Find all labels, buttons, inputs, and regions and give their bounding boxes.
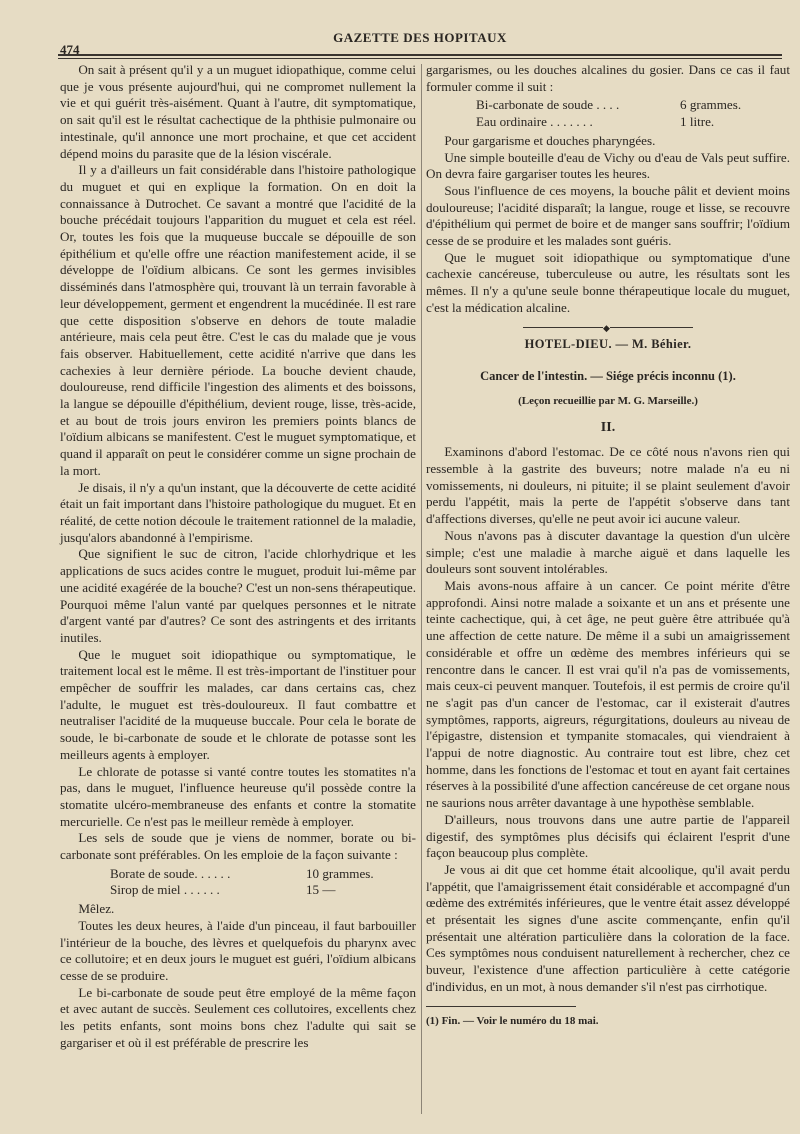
section-heading: HOTEL-DIEU. — M. Béhier.: [524, 336, 692, 351]
page-number: 474: [60, 42, 80, 57]
recipe-quantity: 6 grammes.: [680, 97, 742, 113]
recipe-line: [60, 882, 416, 899]
paragraph: Toutes les deux heures, à l'aide d'un pinceau, il faut barbouiller l'intérieur de la bouche, des lèvres et quelquefois du pharynx avec ce collutoire; et en deux jours le muguet est guéri, l'oïdium albicans cesse de se produire.: [60, 917, 416, 983]
paragraph: Le bi-carbonate de soude peut être employé de la même façon et avec autant de succès. Seulement ces collutoires, excellents chez les petits enfants, sont moins bons chez l'adulte qui sait se gargariser et où il est préférable de prescrire les: [60, 984, 416, 1050]
recipe-line: [426, 97, 790, 114]
part-number: II.: [600, 419, 616, 435]
recipe: [426, 97, 790, 130]
paragraph: Que le muguet soit idiopathique ou symptomatique, le traitement local est le même. Il est très-important de l'instituer pour empêcher de souffrir les malades, car dans certains cas, chez l'adulte, le muguet est très-douloureux. Il faut combattre et neutraliser l'acidité de la muqueuse buccale. Pour cela le borate de soude, le bi-carbonate de soude et le chlorate de potasse sont les meilleurs agents à employer.: [60, 646, 416, 762]
recipe-ingredient: Eau ordinaire . . . . . . .: [476, 114, 593, 130]
paragraph: Les sels de soude que je viens de nommer, borate ou bi-carbonate sont préférables. On les emploie de la façon suivante :: [60, 830, 416, 863]
left-column: [60, 62, 416, 1051]
recipe-ingredient: Sirop de miel . . . . . .: [110, 882, 220, 898]
footnote-rule: [426, 1006, 576, 1007]
recipe: [60, 866, 416, 899]
paragraph: Le chlorate de potasse si vanté contre toutes les stomatites n'a pas, dans le muguet, l'influence heureuse qu'il possède contre la stomatite ulcéro-membraneuse des enfants et contre la stomatite mercurielle. Ce n'est pas le meilleur remède à employer.: [60, 763, 416, 829]
section-separator: [523, 327, 693, 328]
paragraph: Une simple bouteille d'eau de Vichy ou d'eau de Vals peut suffire. On devra faire gargariser toutes les heures.: [426, 149, 790, 182]
footnote: (1) Fin. — Voir le numéro du 18 mai.: [426, 1014, 599, 1027]
paragraph: gargarismes, ou les douches alcalines du gosier. Dans ce cas il faut formuler comme il suit :: [426, 62, 790, 94]
paragraph: On sait à présent qu'il y a un muguet idiopathique, comme celui que je vous présente aujourd'hui, qui ne compromet nullement la vie et qui guérit très-aisément. Quant à l'autre, dit symptomatique, on sait qu'il est le résultat cachectique de la phthisie pulmonaire ou intestinale, qu'il annonce une mort prochaine, et que cet accident dépend moins du parasite que de la lésion viscérale.: [60, 62, 416, 161]
paragraph: Nous n'avons pas à discuter davantage la question d'un ulcère simple; c'est une maladie à marche aiguë et dans laquelle les douleurs sont souvent intolérables.: [426, 527, 790, 577]
journal-title: GAZETTE DES HOPITAUX: [333, 30, 507, 45]
recipe-quantity: 1 litre.: [680, 114, 715, 130]
paragraph: Que signifient le suc de citron, l'acide chlorhydrique et les applications de sucs acides contre le muguet, produit lui-même par une acidité exagérée de la bouche? C'est un non-sens thérapeutique. Pourquoi même l'alun vanté par quelques personnes et le nitrate d'argent vanté par d'autres? Ce sont des astringents et des irritants inutiles.: [60, 546, 416, 645]
recipe-quantity: 15 —: [306, 882, 336, 898]
paragraph: Il y a d'ailleurs un fait considérable dans l'histoire pathologique du muguet et qui en explique la formation. On en doit la connaissance à Dutrochet. Ce savant a montré que l'acidité de la bouche précédait toujours l'apparition du muguet et cela est réel. Or, toutes les fois que la muqueuse buccale se dépouille de son épithélium et qu'elle offre une réaction manifestement acide, il se développe de l'oïdium albicans. Ce sont les germes invisibles disséminés dans l'atmosphère qui, trouvant là un terrain favorable à leur développement, germent et engendrent la mucédinée. Il est rare que cette disposition s'observe en dehors de toute maladie antérieure, mais cela peut être. C'est le cas du malade que je vous fais observer. Habituellement, cette acidité n'arrive que dans les cachexies à leur dernière période. La bouche devient chaude, douloureuse, rend difficile l'ingestion des aliments et des boissons, la langue se dépouille d'épithélium, devient rouge, lisse, très-acide, et au bout de trois jours environ les premiers points blancs de l'oïdium albicans se manifestent. C'est le muguet symptomatique, et quand il apparaît on peut le considérer comme un signe prochain de la mort.: [60, 162, 416, 478]
recipe-quantity: 10 grammes.: [306, 865, 374, 881]
recipe-ingredient: Bi-carbonate de soude . . . .: [476, 97, 620, 113]
recipe-ingredient: Borate de soude. . . . . .: [110, 865, 231, 881]
page-header: [58, 26, 782, 57]
article-subtitle: (Leçon recueillie par M. G. Marseille.): [518, 394, 698, 407]
article-title: Cancer de l'intestin. — Siége précis inconnu (1).: [480, 369, 736, 384]
paragraph: D'ailleurs, nous trouvons dans une autre partie de l'appareil digestif, des symptômes plus décisifs qui éclairent l'esprit d'une façon beaucoup plus complète.: [426, 811, 790, 861]
paragraph: Que le muguet soit idiopathique ou symptomatique d'une cachexie cancéreuse, tuberculeuse ou autre, les résultats sont les mêmes. Il n'y a qu'une seule bonne thérapeutique locale du muguet, c'est la médication alcaline.: [426, 249, 790, 315]
column-divider: [421, 64, 422, 1114]
right-column: [426, 62, 790, 1029]
header-rule-thin: [58, 58, 782, 59]
paragraph: Je vous ai dit que cet homme était alcoolique, qu'il avait perdu l'appétit, que l'amaigrissement était considérable et accompagné d'un œdème des extrémités inférieures, que le ventre était assez développé et présentait les signes d'une ascite commençante, enfin qu'il présentait une altération particulière dans la coloration de la face. Ces symptômes nous conduisent naturellement à rechercher, chez ce buveur, l'existence d'une affection particulière à cette catégorie d'individus, en un mot, à nous demander s'il n'est pas cirrhotique.: [426, 861, 790, 994]
paragraph: Mais avons-nous affaire à un cancer. Ce point mérite d'être approfondi. Ainsi notre malade a soixante et un ans et présente une teinte cachectique, qui, à cet âge, ne peut guère être attribuée qu'à une affection de cette nature. De même il a subi un amaigrissement considérable et offre un œdème des membres inférieurs qui se rencontre dans le cancer. Il est vrai qu'il n'a pas de vomissements, mais ceux-ci peuvent manquer. Toutefois, il est permis de croire qu'il ne s'agit pas d'un cancer de l'estomac, car il existerait d'autres symptômes, rapports, aigreurs, régurgitations, douleurs au niveau de l'épigastre, distension et tympanite stomacales, qui viendraient à l'appui de notre diagnostic. Au contraire tout est libre, chez cet homme, dans les fonctions de l'estomac et tout en ayant fait certaines réserves à la possibilité d'une affection cancéreuse de cet organe nous ne saurions nous arrêter davantage à une hypothèse semblable.: [426, 577, 790, 811]
recipe-instruction: Mêlez.: [78, 901, 115, 917]
paragraph: Pour gargarisme et douches pharyngées.: [444, 132, 656, 148]
paragraph: Je disais, il n'y a qu'un instant, que la découverte de cette acidité était un fait important dans l'histoire pathologique du muguet. Et en réalité, de cette notion découle le traitement rationnel de la maladie, jusqu'alors abandonné à l'empirisme.: [60, 479, 416, 545]
paragraph: Sous l'influence de ces moyens, la bouche pâlit et devient moins douloureuse; l'acidité disparaît; la langue, rouge et lisse, se recouvre d'épithélium qui permet de boire et de manger sans souffrir; l'oïdium cesse de se produire et les malades sont guéris.: [426, 182, 790, 249]
recipe-line: [426, 114, 790, 131]
recipe-line: [60, 866, 416, 883]
header-rule: [58, 54, 782, 56]
paragraph: Examinons d'abord l'estomac. De ce côté nous n'avons rien qui ressemble à la gastrite des buveurs; notre malade n'a eu ni vomissements, ni douleurs, ni pituite; il se plaint seulement d'avoir perdu l'appétit, mais la perte de l'appétit s'observe dans tant d'affections diverses, qu'elle ne peut avoir ici aucune valeur.: [426, 444, 790, 527]
